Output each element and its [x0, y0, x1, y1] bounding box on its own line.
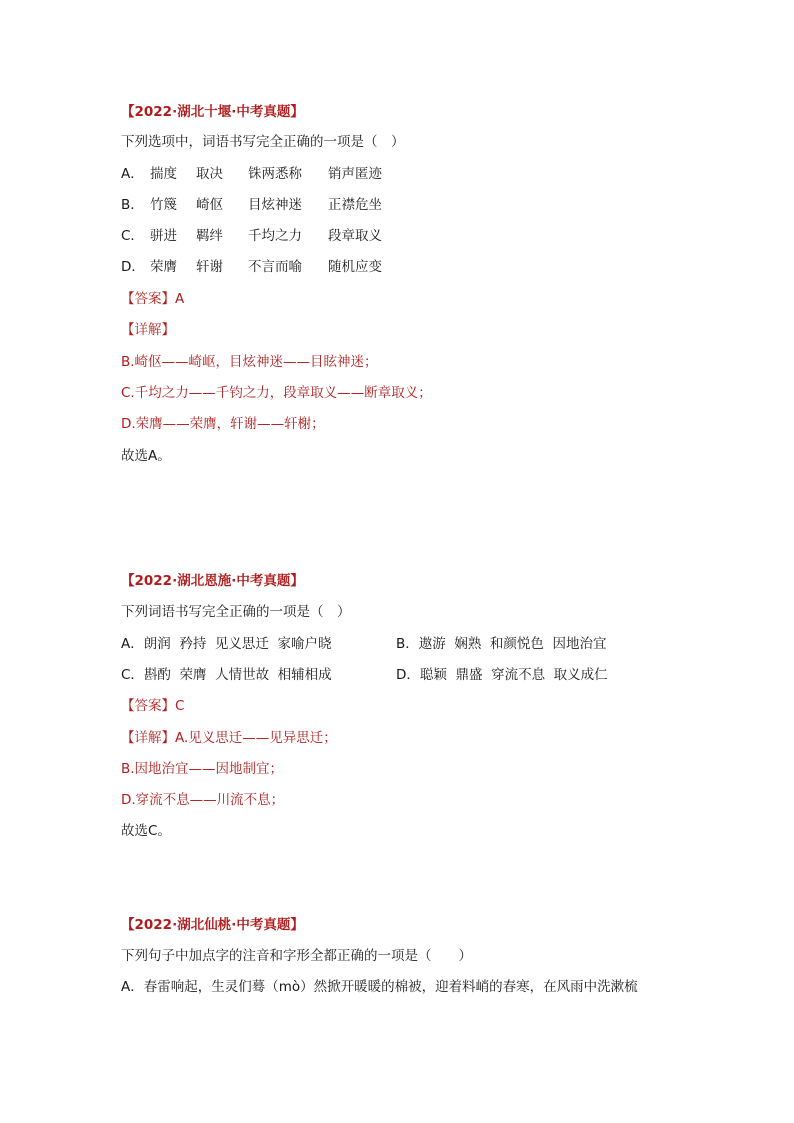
- q1-option-a: [121, 164, 382, 184]
- q1-conclusion: 故选A。: [121, 448, 171, 464]
- q1-option-b: [121, 195, 382, 215]
- option-word: 铢两悉称: [248, 166, 302, 182]
- option-word: 正襟危坐: [328, 197, 382, 213]
- q2-detail-label: 【详解】: [121, 730, 175, 746]
- q3-option-a: A．春雷响起，生灵们蓦（mò）然掀开暖暖的棉被，迎着料峭的春寒，在风雨中洗漱梳: [121, 979, 638, 995]
- option-word: 随机应变: [328, 259, 382, 275]
- option-word: 千均之力: [248, 228, 302, 244]
- option-word: 段章取义: [328, 228, 382, 244]
- q3-source: 【2022·湖北仙桃·中考真题】: [121, 917, 304, 933]
- q2-conclusion: 故选C。: [121, 823, 171, 839]
- option-text: 遨游 娴熟 和颜悦色 因地治宜: [418, 636, 607, 652]
- option-letter: B．: [396, 636, 419, 652]
- q2-detail-b: B.因地治宜——因地制宜；: [121, 761, 284, 777]
- option-word: 崎伛: [196, 197, 223, 213]
- option-text: 聪颖 鼎盛 穿流不息 取义成仁: [419, 667, 608, 683]
- q2-option-a: [121, 634, 332, 654]
- q2-option-b: [396, 634, 607, 654]
- option-word: 骈进: [150, 228, 177, 244]
- option-letter: A．: [121, 636, 144, 652]
- q1-option-d: [121, 257, 382, 277]
- q2-detail: [121, 728, 337, 748]
- q1-detail-d: D.荣膺——荣膺，轩谢——轩榭；: [121, 416, 325, 432]
- option-word: 荣膺: [150, 259, 177, 275]
- q1-stem: 下列选项中，词语书写完全正确的一项是（ ）: [121, 134, 405, 150]
- q2-detail-d: D.穿流不息——川流不息；: [121, 792, 285, 808]
- option-letter: C．: [121, 228, 144, 244]
- q1-answer: 【答案】A: [121, 291, 185, 307]
- option-word: 不言而喻: [248, 259, 302, 275]
- q2-detail-a: A.见义思迁——见异思迁；: [175, 730, 337, 746]
- option-letter: C．: [121, 667, 144, 683]
- q2-stem: 下列词语书写完全正确的一项是（ ）: [121, 604, 351, 620]
- option-text: 斟酌 荣膺 人情世故 相辅相成: [143, 667, 332, 683]
- q1-detail-label: 【详解】: [121, 322, 175, 338]
- option-letter: A．: [121, 166, 144, 182]
- q1-detail-b: B.崎伛——崎岖，目炫神迷——目眩神迷；: [121, 354, 378, 370]
- option-letter: D．: [121, 259, 145, 275]
- q3-stem: 下列句子中加点字的注音和字形全都正确的一项是（ ）: [121, 948, 472, 964]
- option-word: 目炫神迷: [248, 197, 302, 213]
- option-word: 揣度: [150, 166, 177, 182]
- option-letter: B．: [121, 197, 144, 213]
- q2-option-c: [121, 665, 332, 685]
- q1-detail-c: C.千均之力——千钧之力，段章取义——断章取义；: [121, 385, 432, 401]
- q1-source: 【2022·湖北十堰·中考真题】: [121, 104, 304, 120]
- option-word: 销声匿迹: [328, 166, 382, 182]
- option-word: 轩谢: [196, 259, 223, 275]
- option-word: 羁绊: [196, 228, 223, 244]
- option-word: 竹篾: [150, 197, 177, 213]
- q2-source: 【2022·湖北恩施·中考真题】: [121, 573, 304, 589]
- option-text: 朗润 矜持 见义思迁 家喻户晓: [143, 636, 332, 652]
- option-letter: D．: [396, 667, 420, 683]
- q1-option-c: [121, 226, 382, 246]
- q2-answer: 【答案】C: [121, 698, 185, 714]
- q2-option-d: [396, 665, 608, 685]
- option-word: 取决: [196, 166, 223, 182]
